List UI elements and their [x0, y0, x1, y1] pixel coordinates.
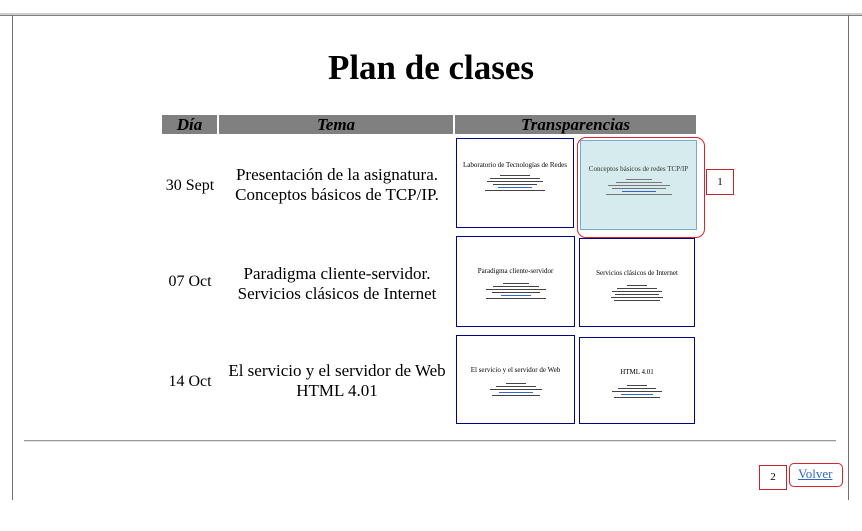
- slide-text-line: [614, 397, 660, 398]
- slide-text-line: [492, 395, 540, 396]
- window-frame-top-shadow: [0, 15, 862, 16]
- slide-thumbnail-row-3-1[interactable]: [456, 335, 575, 424]
- horizontal-rule-shadow: [24, 441, 836, 442]
- row-1-date: 30 Sept: [165, 177, 215, 194]
- slide-title: Conceptos básicos de redes TCP/IP: [588, 165, 689, 173]
- slide-text-line: [612, 291, 662, 292]
- slide-link-line: [501, 295, 531, 296]
- row-3-topic-line-2: HTML 4.01: [296, 381, 378, 400]
- slide-text-line: [493, 286, 539, 287]
- slide-text-line: [486, 298, 546, 299]
- slide-text-line: [614, 300, 660, 301]
- row-2-topic: [218, 264, 456, 304]
- slide-thumbnail-row-2-2[interactable]: [579, 238, 695, 327]
- slide-text-line: [486, 289, 546, 290]
- slide-text-line: [500, 175, 530, 176]
- slide-text-line: [612, 391, 662, 392]
- slide-text-line: [627, 385, 647, 386]
- marker-label-2: 2: [759, 465, 787, 490]
- row-2-date: 07 Oct: [168, 273, 212, 290]
- selection-highlight-slide: [577, 137, 705, 238]
- slide-text-line: [618, 388, 656, 389]
- slide-text-line: [506, 383, 526, 384]
- slide-title: Laboratorio de Tecnologías de Redes: [463, 161, 567, 169]
- slide-text-line: [627, 285, 647, 286]
- row-2-topic-line-1: Paradigma cliente-servidor.: [243, 264, 431, 283]
- slide-text-line: [490, 389, 542, 390]
- slide-link-line: [621, 394, 653, 395]
- row-3-topic-line-1: El servicio y el servidor de Web: [228, 361, 446, 380]
- column-header-transparencias: Transparencias: [455, 115, 696, 134]
- column-header-tema: Tema: [219, 115, 453, 134]
- row-2-topic-line-2: Servicios clásicos de Internet: [237, 284, 437, 303]
- marker-label-1: 1: [706, 169, 734, 195]
- slide-text-line: [493, 184, 537, 185]
- slide-text-line: [492, 292, 540, 293]
- slide-text-line: [611, 297, 663, 298]
- row-1-topic-line-2: Conceptos básicos de TCP/IP.: [235, 185, 439, 204]
- slide-text-line: [485, 190, 545, 191]
- slide-link-line: [499, 392, 533, 393]
- slide-title: Servicios clásicos de Internet: [596, 269, 678, 277]
- slide-thumbnail-row-2-1[interactable]: [456, 236, 575, 327]
- slide-text-line: [487, 181, 543, 182]
- column-header-dia: Día: [162, 115, 217, 134]
- page-title: Plan de clases: [327, 48, 535, 87]
- slide-title: HTML 4.01: [620, 368, 654, 376]
- row-1-topic: [218, 165, 456, 205]
- row-3-topic: [218, 361, 456, 401]
- volver-link[interactable]: Volver: [798, 466, 833, 481]
- slide-title: El servicio y el servidor de Web: [470, 366, 561, 374]
- slide-thumbnail-row-1-1[interactable]: [456, 138, 574, 228]
- slide-text-line: [615, 294, 659, 295]
- row-1-topic-line-1: Presentación de la asignatura.: [235, 165, 439, 184]
- slide-text-line: [617, 288, 657, 289]
- slide-thumbnail-row-3-2[interactable]: [579, 337, 695, 424]
- slide-link-line: [498, 187, 532, 188]
- row-3-date: 14 Oct: [168, 373, 212, 390]
- slide-text-line: [503, 283, 529, 284]
- slide-text-line: [490, 178, 540, 179]
- slide-title: Paradigma cliente-servidor: [477, 267, 554, 275]
- slide-text-line: [496, 386, 536, 387]
